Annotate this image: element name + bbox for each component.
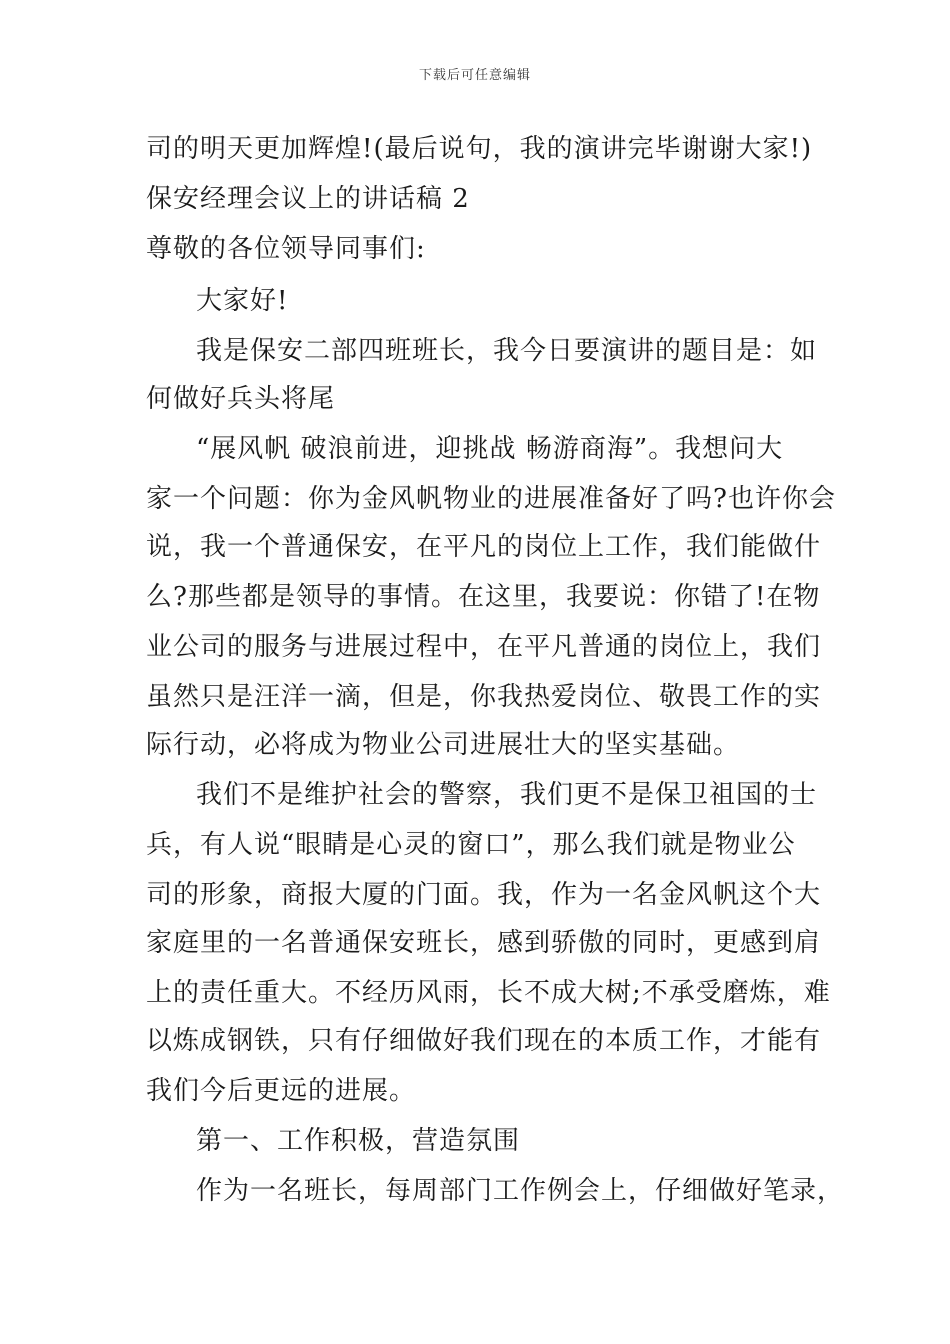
page-header: 下载后可任意编辑 bbox=[418, 68, 531, 83]
text-line: 么?那些都是领导的事情。在这里，我要说：你错了!在物 bbox=[146, 582, 821, 612]
text-line: 作为一名班长，每周部门工作例会上，仔细做好笔录， bbox=[196, 1176, 845, 1206]
text-line: “展风帆 破浪前进，迎挑战 畅游商海”。我想问大 bbox=[196, 434, 784, 464]
text-line: 说，我一个普通保安，在平凡的岗位上工作，我们能做什 bbox=[146, 532, 822, 562]
text-line: 我们不是维护社会的警察，我们更不是保卫祖国的士 bbox=[196, 780, 818, 810]
text-line: 司的形象，商报大厦的门面。我，作为一名金风帆这个大 bbox=[146, 880, 822, 910]
text-line: 何做好兵头将尾 bbox=[146, 384, 336, 414]
text-line: 我是保安二部四班班长，我今日要演讲的题目是：如 bbox=[196, 336, 818, 366]
text-line: 司的明天更加辉煌!(最后说句，我的演讲完毕谢谢大家!) bbox=[146, 134, 813, 164]
text-line: 家庭里的一名普通保安班长，感到骄傲的同时，更感到肩 bbox=[146, 928, 822, 958]
greeting: 大家好! bbox=[196, 286, 289, 316]
text-line: 以炼成钢铁，只有仔细做好我们现在的本质工作，才能有 bbox=[146, 1026, 822, 1056]
text-line: 我们今后更远的进展。 bbox=[146, 1076, 417, 1106]
text-line: 际行动，必将成为物业公司进展壮大的坚实基础。 bbox=[146, 730, 741, 760]
text-line: 上的责任重大。不经历风雨，长不成大树;不承受磨炼，难 bbox=[146, 978, 831, 1008]
text-line: 兵，有人说“眼睛是心灵的窗口”，那么我们就是物业公 bbox=[146, 830, 796, 860]
section-title: 保安经理会议上的讲话稿 2 bbox=[146, 184, 470, 214]
text-line: 家一个问题：你为金风帆物业的进展准备好了吗?也许你会 bbox=[146, 484, 836, 514]
subheading: 第一、工作积极，营造氛围 bbox=[196, 1126, 521, 1156]
text-line: 业公司的服务与进展过程中，在平凡普通的岗位上，我们 bbox=[146, 632, 822, 662]
text-line: 虽然只是汪洋一滴，但是，你我热爱岗位、敬畏工作的实 bbox=[146, 682, 822, 712]
salutation: 尊敬的各位领导同事们: bbox=[146, 234, 426, 264]
